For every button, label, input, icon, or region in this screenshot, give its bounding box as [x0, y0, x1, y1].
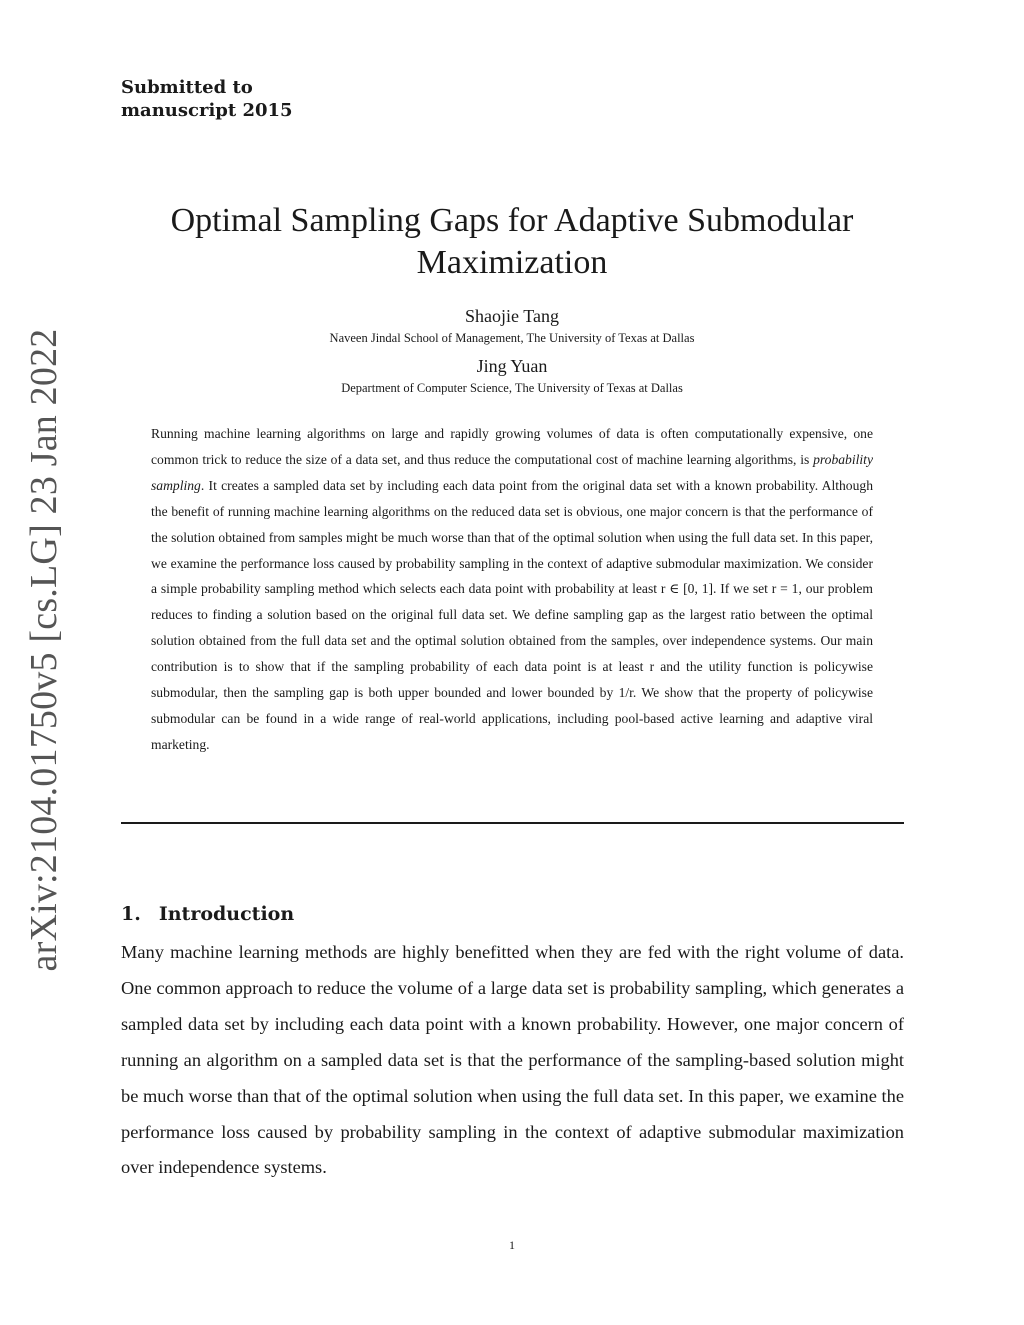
abstract-divider: [121, 822, 904, 824]
abstract-text-part1: Running machine learning algorithms on large and rapidly growing volumes of data is often computationally expensive, one common trick to reduce the size of a data set, and thus reduce the computational cost of machine learning algorithms, is: [151, 426, 873, 467]
introduction-body: [121, 935, 904, 1186]
author-affiliation-2: Department of Computer Science, The University of Texas at Dallas: [341, 381, 683, 395]
abstract-emphasis: probability sampling: [151, 451, 873, 493]
introduction-paragraph: Many machine learning methods are highly benefitted when they are fed with the right volume of data. One common approach to reduce the volume of a large data set is probability sampling, which generates a sampled data set by including each data point with a known probability. However, one major concern of running an algorithm on a sampled data set is that the performance of the sampling-based solution might be much worse than that of the optimal solution when using the full data set. In this paper, we examine the performance loss caused by probability sampling in the context of adaptive submodular maximization over independence systems.: [121, 942, 904, 1178]
author-affiliation-1: Naveen Jindal School of Management, The University of Texas at Dallas: [329, 331, 695, 345]
arxiv-identifier: arXiv:2104.01750v5 [cs.LG] 23 Jan 2022: [23, 328, 65, 972]
submission-note-line2: manuscript 2015: [121, 100, 293, 121]
paper-title-line1: Optimal Sampling Gaps for Adaptive Submodular: [170, 202, 854, 239]
section-title: Introduction: [158, 903, 295, 925]
author-name-2: Jing Yuan: [476, 356, 548, 376]
author-name-1: Shaojie Tang: [465, 306, 559, 326]
page-number: 1: [509, 1238, 515, 1252]
abstract-text-part2: . It creates a sampled data set by including each data point from the original data set with a known probability. Although the benefit of running machine learning algorithms on the reduced data set is obvious, one major concern is that the performance of the solution obtained from samples might be much worse than that of the optimal solution when using the full data set. In this paper, we examine the performance loss caused by probability sampling in the context of adaptive submodular maximization. We consider a simple probability sampling method which selects each data point with probability at least r ∈ [0, 1]. If we set r = 1, our problem reduces to finding a solution based on the original full data set. We define sampling gap as the largest ratio between the optimal solution obtained from the full data set and the optimal solution obtained from the samples, over independence systems. Our main contribution is to show that if the sampling probability of each data point is at least r and the utility function is policywise submodular, then the sampling gap is both upper bounded and lower bounded by 1/r. We show that the property of policywise submodular can be found in a wide range of real-world applications, including pool-based active learning and adaptive viral marketing.: [151, 477, 873, 752]
abstract: [151, 421, 873, 758]
section-number: 1.: [121, 903, 141, 925]
abstract-paragraph: [151, 421, 873, 758]
section-heading: [121, 903, 294, 925]
submission-note-line1: Submitted to: [121, 77, 253, 98]
submission-note: [121, 76, 293, 122]
paper-title: [100, 200, 924, 284]
paper-title-line2: Maximization: [416, 244, 608, 281]
